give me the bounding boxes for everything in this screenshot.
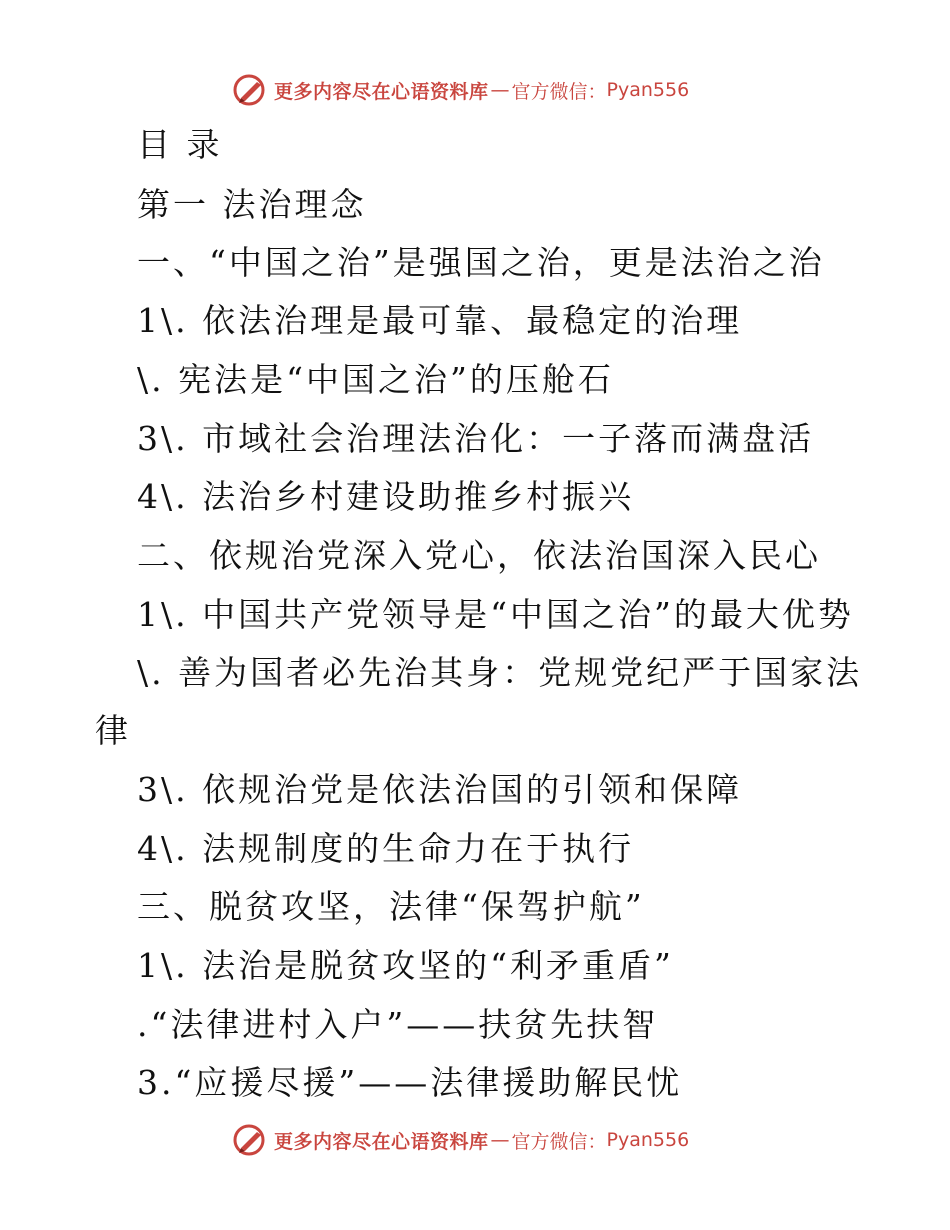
toc-line: 1\. 中国共产党领导是“中国之治”的最大优势 xyxy=(137,595,854,634)
toc-line: 三、脱贫攻坚，法律“保驾护航” xyxy=(137,887,645,926)
toc-line: 1\. 法治是脱贫攻坚的“利矛重盾” xyxy=(137,946,674,985)
toc-line: \. 宪法是“中国之治”的压舱石 xyxy=(137,360,614,399)
watermark-wechat-id: Pyan556 xyxy=(606,79,690,101)
watermark-sub-text: 官方微信： xyxy=(511,80,607,103)
toc-line: 二、依规治党深入党心，依法治国深入民心 xyxy=(137,536,821,575)
watermark-dash: — xyxy=(490,1129,510,1151)
watermark-wechat-id: Pyan556 xyxy=(606,1129,690,1151)
toc-line: 律 xyxy=(95,711,131,750)
watermark-main-text: 更多内容尽在心语资料库 xyxy=(274,80,489,103)
toc-title: 目 录 xyxy=(137,125,223,164)
toc-line: 3.“应援尽援”——法律援助解民忧 xyxy=(137,1063,683,1102)
watermark-sub-text: 官方微信： xyxy=(511,1130,607,1153)
toc-line: 1\. 依法治理是最可靠、最稳定的治理 xyxy=(137,301,743,340)
toc-line: .“法律进村入户”——扶贫先扶智 xyxy=(137,1005,659,1044)
watermark-banner-bottom xyxy=(232,1120,689,1160)
toc-line: 3\. 市域社会治理法治化：一子落而满盘活 xyxy=(137,419,815,458)
pen-logo-icon xyxy=(232,1122,268,1158)
toc-line: \. 善为国者必先治其身：党规党纪严于国家法 xyxy=(137,653,863,692)
toc-line: 3\. 依规治党是依法治国的引领和保障 xyxy=(137,770,743,809)
toc-line: 4\. 法治乡村建设助推乡村振兴 xyxy=(137,477,635,516)
toc-line: 4\. 法规制度的生命力在于执行 xyxy=(137,829,635,868)
pen-logo-icon xyxy=(232,72,268,108)
watermark-main-text: 更多内容尽在心语资料库 xyxy=(274,1130,489,1153)
watermark-banner-top xyxy=(232,70,689,110)
watermark-dash: — xyxy=(490,79,510,101)
toc-line: 一、“中国之治”是强国之治，更是法治之治 xyxy=(137,243,825,282)
toc-line: 第一 法治理念 xyxy=(137,185,367,224)
